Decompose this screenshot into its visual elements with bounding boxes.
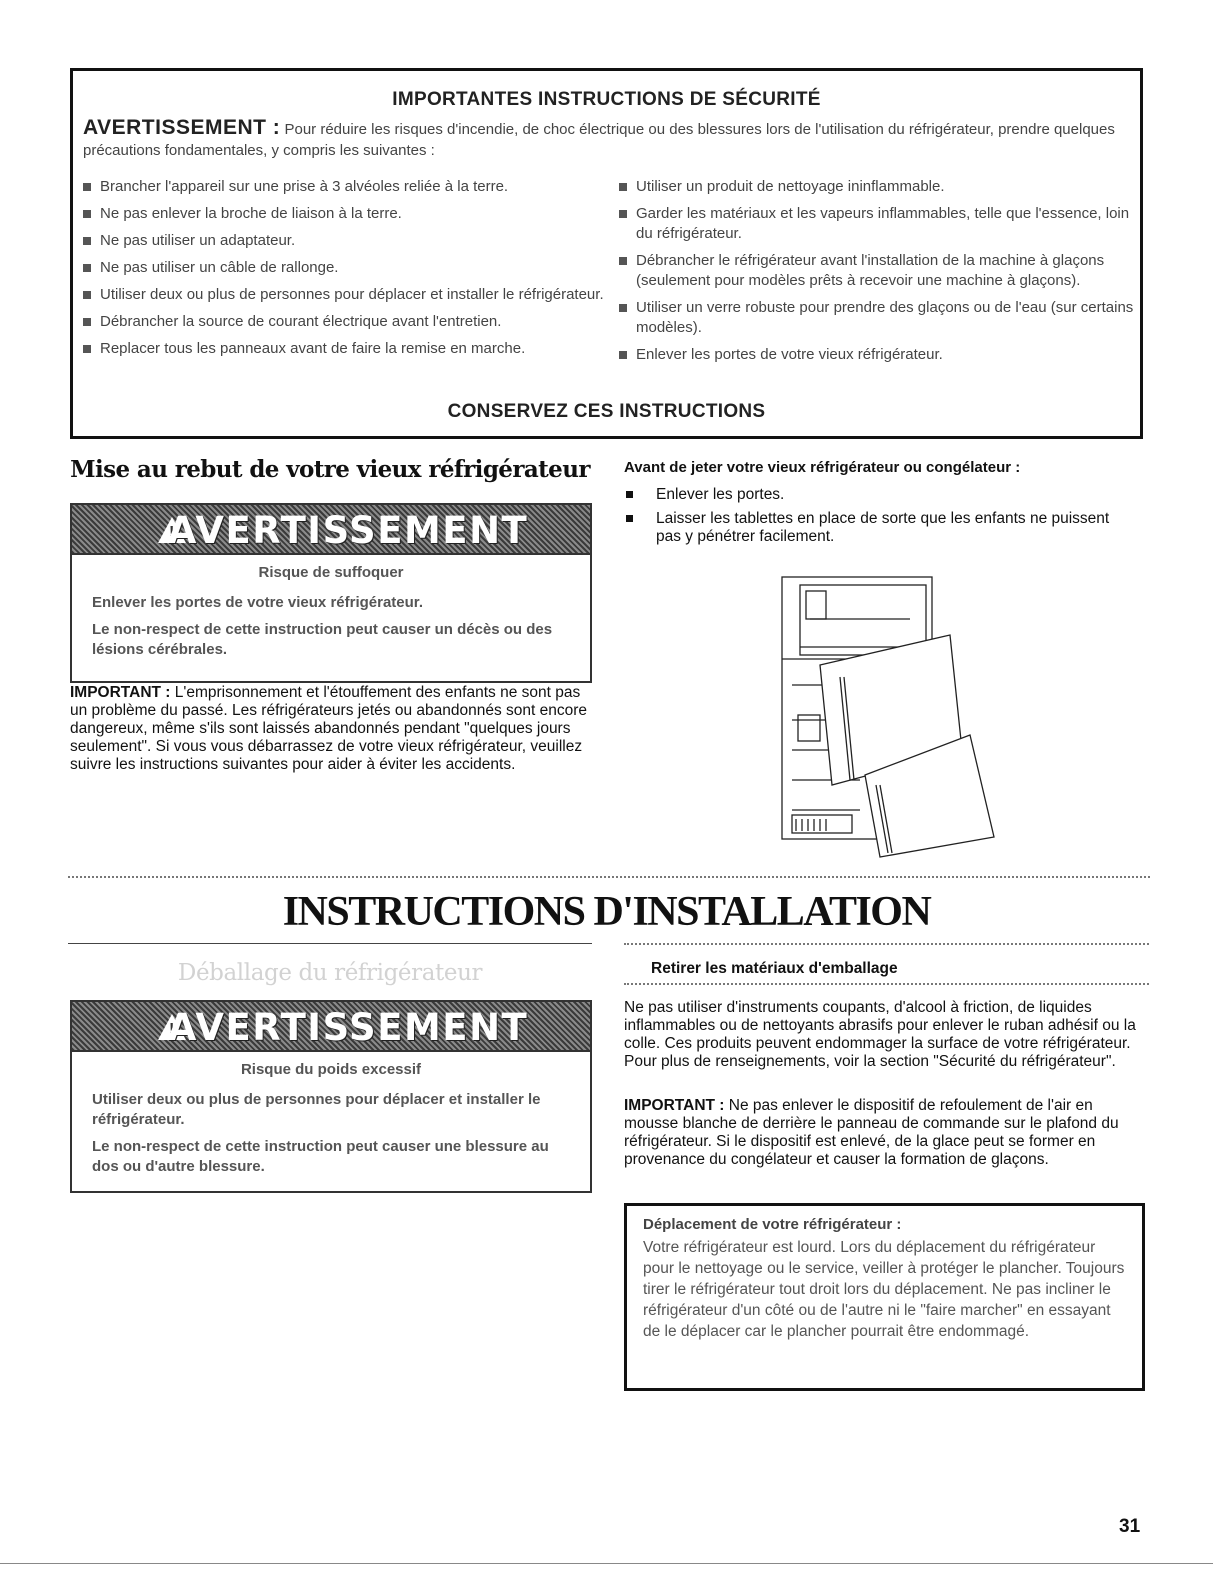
warning-banner xyxy=(72,505,590,555)
unpacking-title: Déballage du réfrigérateur xyxy=(177,960,483,986)
important-paragraph xyxy=(70,684,595,774)
before-disposal-list xyxy=(624,486,1114,552)
safety-instructions-box xyxy=(70,68,1143,439)
list-item: Ne pas enlever la broche de liaison à la terre. xyxy=(83,204,608,224)
list-item: Garder les matériaux et les vapeurs inflammables, telle que l'essence, loin du réfrigérateur. xyxy=(619,204,1134,244)
warning-intro-text: Pour réduire les risques d'incendie, de choc électrique ou des blessures lors de l'utilisation du réfrigérateur, prendre quelques précautions fondamentales, y compris les suivantes : xyxy=(83,121,1115,159)
hazard-label: Risque du poids excessif xyxy=(240,1061,422,1078)
important-label: IMPORTANT : xyxy=(624,1097,725,1114)
remove-packaging-text: Ne pas utiliser d'instruments coupants, d'alcool à friction, de liquides inflammables ou de nettoyants abrasifs pour enlever le ruban adhésif ou la colle. Ces produits peuvent endommager la surface de votre réfrigérateur. Pour plus de renseignements, voir la section "Sécurité du réfrigérateur". xyxy=(624,999,1136,1070)
divider xyxy=(624,943,1149,945)
warning-line: Le non-respect de cette instruction peut causer un décès ou des lésions cérébrales. xyxy=(92,621,553,658)
moving-text: Votre réfrigérateur est lourd. Lors du déplacement du réfrigérateur pour le nettoyage ou le service, veiller à protéger le plancher. Toujours tirer le réfrigérateur tout droit lors du déplacement. Ne pas incliner le réfrigérateur d'un côté ou de l'autre ni le "faire marcher" en essayant de le déplacer car le plancher pourrait être endommagé. xyxy=(643,1239,1125,1340)
moving-refrigerator-box xyxy=(624,1203,1145,1391)
list-item: Enlever les portes de votre vieux réfrigérateur. xyxy=(619,345,1134,365)
installation-title: INSTRUCTIONS D'INSTALLATION xyxy=(282,889,931,935)
remove-packaging-title: Retirer les matériaux d'emballage xyxy=(651,960,898,977)
safety-list-left xyxy=(83,177,608,366)
important-paragraph xyxy=(624,1097,1148,1169)
warning-banner xyxy=(72,1002,590,1052)
warning-line: Utiliser deux ou plus de personnes pour déplacer et installer le réfrigérateur. xyxy=(92,1091,541,1128)
disposal-title: Mise au rebut de votre vieux réfrigérateur xyxy=(70,456,590,483)
footer-rule xyxy=(0,1563,1213,1564)
warning-line: Le non-respect de cette instruction peut causer une blessure au dos ou d'autre blessure. xyxy=(92,1138,549,1175)
safety-title: IMPORTANTES INSTRUCTIONS DE SÉCURITÉ xyxy=(392,89,821,110)
suffocation-warning-box xyxy=(70,503,592,683)
list-item: Enlever les portes. xyxy=(624,486,1114,504)
list-item: Débrancher la source de courant électrique avant l'entretien. xyxy=(83,312,608,332)
warning-line: Enlever les portes de votre vieux réfrigérateur. xyxy=(92,594,423,611)
safety-footer: CONSERVEZ CES INSTRUCTIONS xyxy=(447,401,766,422)
page-number: 31 xyxy=(1119,1516,1141,1537)
important-label: IMPORTANT : xyxy=(70,684,171,701)
refrigerator-doors-removed-illustration xyxy=(770,575,1000,860)
list-item: Utiliser un produit de nettoyage ininflammable. xyxy=(619,177,1134,197)
before-disposal-title: Avant de jeter votre vieux réfrigérateur ou congélateur : xyxy=(624,459,1021,476)
list-item: Utiliser deux ou plus de personnes pour déplacer et installer le réfrigérateur. xyxy=(83,285,608,305)
important-text: Ne pas enlever le dispositif de refoulement de l'air en mousse blanche de derrière le panneau de commande sur le plafond du réfrigérateur. Si le dispositif est enlevé, de la glace peut se former en provenance du congélateur et causer la formation de glaçons. xyxy=(624,1097,1119,1168)
list-item: Brancher l'appareil sur une prise à 3 alvéoles reliée à la terre. xyxy=(83,177,608,197)
list-item: Laisser les tablettes en place de sorte que les enfants ne puissent pas y pénétrer facilement. xyxy=(624,510,1114,546)
important-text: L'emprisonnement et l'étouffement des enfants ne sont pas un problème du passé. Les réfrigérateurs jetés ou abandonnés sont encore dangereux, même s'ils sont laissés abandonnés pendant "quelques jours seulement". Si vous vous débarrassez de votre vieux réfrigérateur, veuillez suivre les instructions suivantes pour aider à éviter les accidents. xyxy=(70,684,588,773)
list-item: Débrancher le réfrigérateur avant l'installation de la machine à glaçons (seulement pour modèles prêts à recevoir une machine à glaçons). xyxy=(619,251,1134,291)
safety-list-right xyxy=(619,177,1134,372)
list-item: Ne pas utiliser un adaptateur. xyxy=(83,231,608,251)
warning-keyword: AVERTISSEMENT : xyxy=(83,116,281,139)
safety-warning-intro xyxy=(83,117,1133,161)
hazard-label: Risque de suffoquer xyxy=(258,564,404,581)
warning-banner-label: AVERTISSEMENT xyxy=(167,1006,529,1049)
divider xyxy=(624,983,1149,985)
section-divider xyxy=(68,876,1150,878)
list-item: Utiliser un verre robuste pour prendre des glaçons ou de l'eau (sur certains modèles). xyxy=(619,298,1134,338)
warning-banner-label: AVERTISSEMENT xyxy=(167,509,529,552)
divider xyxy=(68,943,592,944)
weight-warning-box xyxy=(70,1000,592,1193)
moving-title: Déplacement de votre réfrigérateur : xyxy=(643,1216,902,1233)
list-item: Ne pas utiliser un câble de rallonge. xyxy=(83,258,608,278)
list-item: Replacer tous les panneaux avant de faire la remise en marche. xyxy=(83,339,608,359)
